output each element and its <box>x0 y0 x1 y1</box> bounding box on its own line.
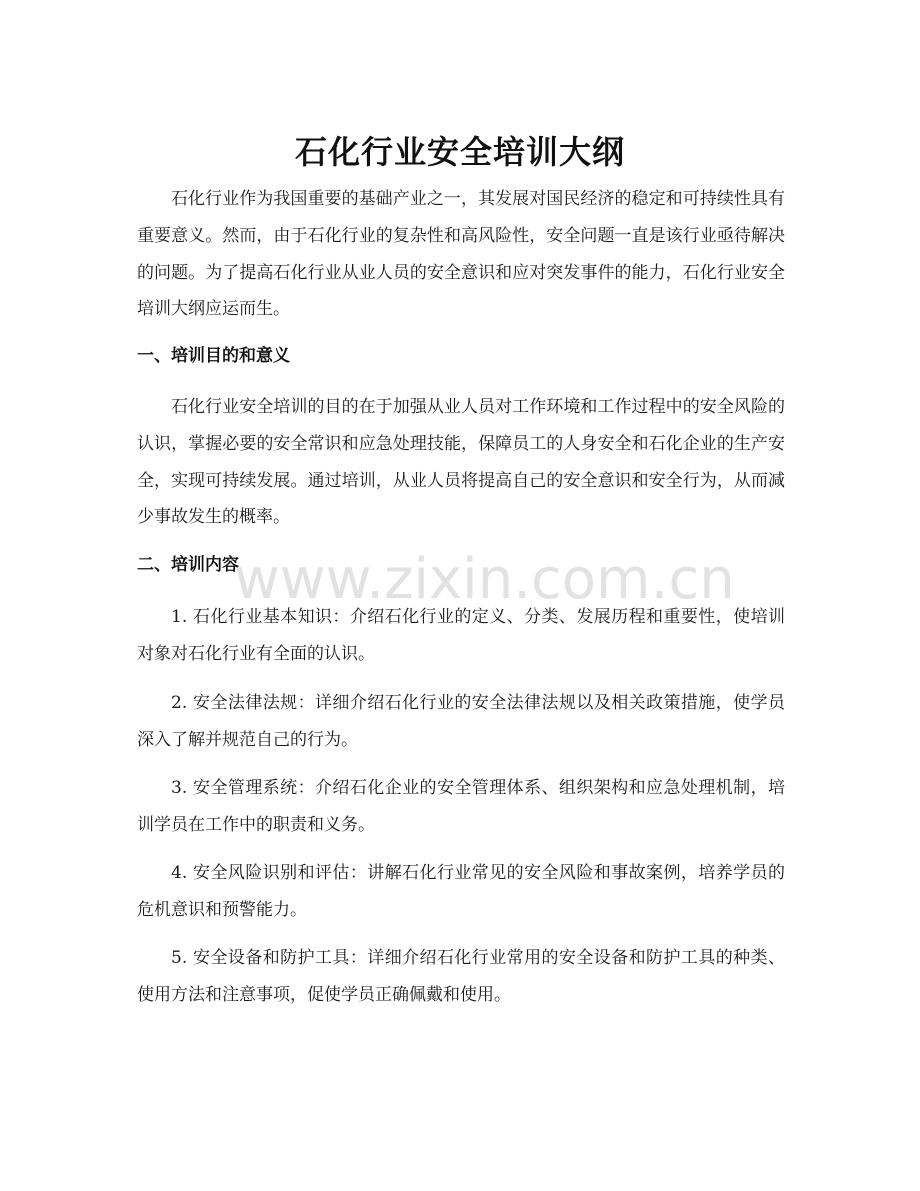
content-list-item: 2. 安全法律法规：详细介绍石化行业的安全法律法规以及相关政策措施，使学员深入了解并规范自己的行为。 <box>137 693 785 750</box>
section-body-purpose: 石化行业安全培训的目的在于加强从业人员对工作环境和工作过程中的安全风险的认识，掌握必要的安全常识和应急处理技能，保障员工的人身安全和石化企业的生产安全，实现可持续发展。通过培训，从业人员将提高自己的安全意识和安全行为，从而减少事故发生的概率。 <box>137 397 785 528</box>
section-heading-content: 二、培训内容 <box>137 555 239 575</box>
content-list-item: 4. 安全风险识别和评估：讲解石化行业常见的安全风险和事故案例，培养学员的危机意识和预警能力。 <box>137 863 785 920</box>
content-list-item: 3. 安全管理系统：介绍石化企业的安全管理体系、组织架构和应急处理机制，培训学员在工作中的职责和义务。 <box>137 778 785 835</box>
section-heading-purpose: 一、培训目的和意义 <box>137 346 290 366</box>
content-list-item: 5. 安全设备和防护工具：详细介绍石化行业常用的安全设备和防护工具的种类、使用方法和注意事项，促使学员正确佩戴和使用。 <box>137 948 785 1005</box>
watermark-text: www.zixin.com.cn <box>234 547 735 612</box>
document-title: 石化行业安全培训大纲 <box>294 133 625 172</box>
content-list-item: 1. 石化行业基本知识：介绍石化行业的定义、分类、发展历程和重要性，使培训对象对石化行业有全面的认识。 <box>137 607 785 664</box>
intro-paragraph: 石化行业作为我国重要的基础产业之一，其发展对国民经济的稳定和可持续性具有重要意义。然而，由于石化行业的复杂性和高风险性，安全问题一直是该行业亟待解决的问题。为了提高石化行业从业人员的安全意识和应对突发事件的能力，石化行业安全培训大纲应运而生。 <box>137 189 785 320</box>
